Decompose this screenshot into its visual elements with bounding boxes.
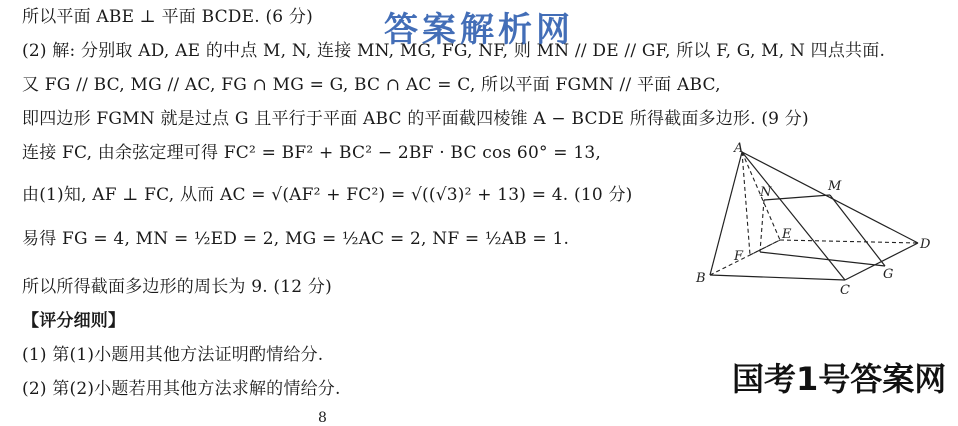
text-line-7: 易得 FG = 4, MN = ½ED = 2, MG = ½AC = 2, NF = ½AB = 1. xyxy=(22,229,570,249)
page-number: 8 xyxy=(318,410,327,426)
label-A: A xyxy=(734,141,744,156)
pyramid-figure xyxy=(690,140,940,300)
label-B: B xyxy=(696,271,706,286)
text-line-2: (2) 解: 分别取 AD, AE 的中点 M, N, 连接 MN, MG, FG, NF, 则 MN // DE // GF, 所以 F, G, M, N 四点共面. xyxy=(22,41,886,61)
label-N: N xyxy=(760,185,772,200)
label-E: E xyxy=(782,227,792,242)
label-G: G xyxy=(883,267,894,282)
watermark-bottom: 国考1号答案网 xyxy=(732,360,947,398)
text-line-6: 由(1)知, AF ⊥ FC, 从而 AC = √(AF² + FC²) = √((√3)² + 13) = 4. (10 分) xyxy=(22,185,633,205)
label-D: D xyxy=(920,237,931,252)
scoring-rule-1: (1) 第(1)小题用其他方法证明酌情给分. xyxy=(22,345,324,365)
watermark-top: 答案解析网 xyxy=(384,10,574,50)
text-line-8: 所以所得截面多边形的周长为 9. (12 分) xyxy=(22,277,332,297)
scoring-rule-2: (2) 第(2)小题若用其他方法求解的情给分. xyxy=(22,379,341,399)
text-line-5: 连接 FC, 由余弦定理可得 FC² = BF² + BC² − 2BF · BC cos 60° = 13, xyxy=(22,143,601,163)
text-line-3: 又 FG // BC, MG // AC, FG ∩ MG = G, BC ∩ AC = C, 所以平面 FGMN // 平面 ABC, xyxy=(22,75,721,95)
text-line-4: 即四边形 FGMN 就是过点 G 且平行于平面 ABC 的平面截四棱锥 A − BCDE 所得截面多边形. (9 分) xyxy=(22,109,809,129)
label-M: M xyxy=(828,179,842,194)
label-C: C xyxy=(840,283,850,298)
label-F: F xyxy=(734,249,744,264)
text-line-1: 所以平面 ABE ⊥ 平面 BCDE. (6 分) xyxy=(22,7,313,27)
scoring-heading: 【评分细则】 xyxy=(22,311,126,331)
